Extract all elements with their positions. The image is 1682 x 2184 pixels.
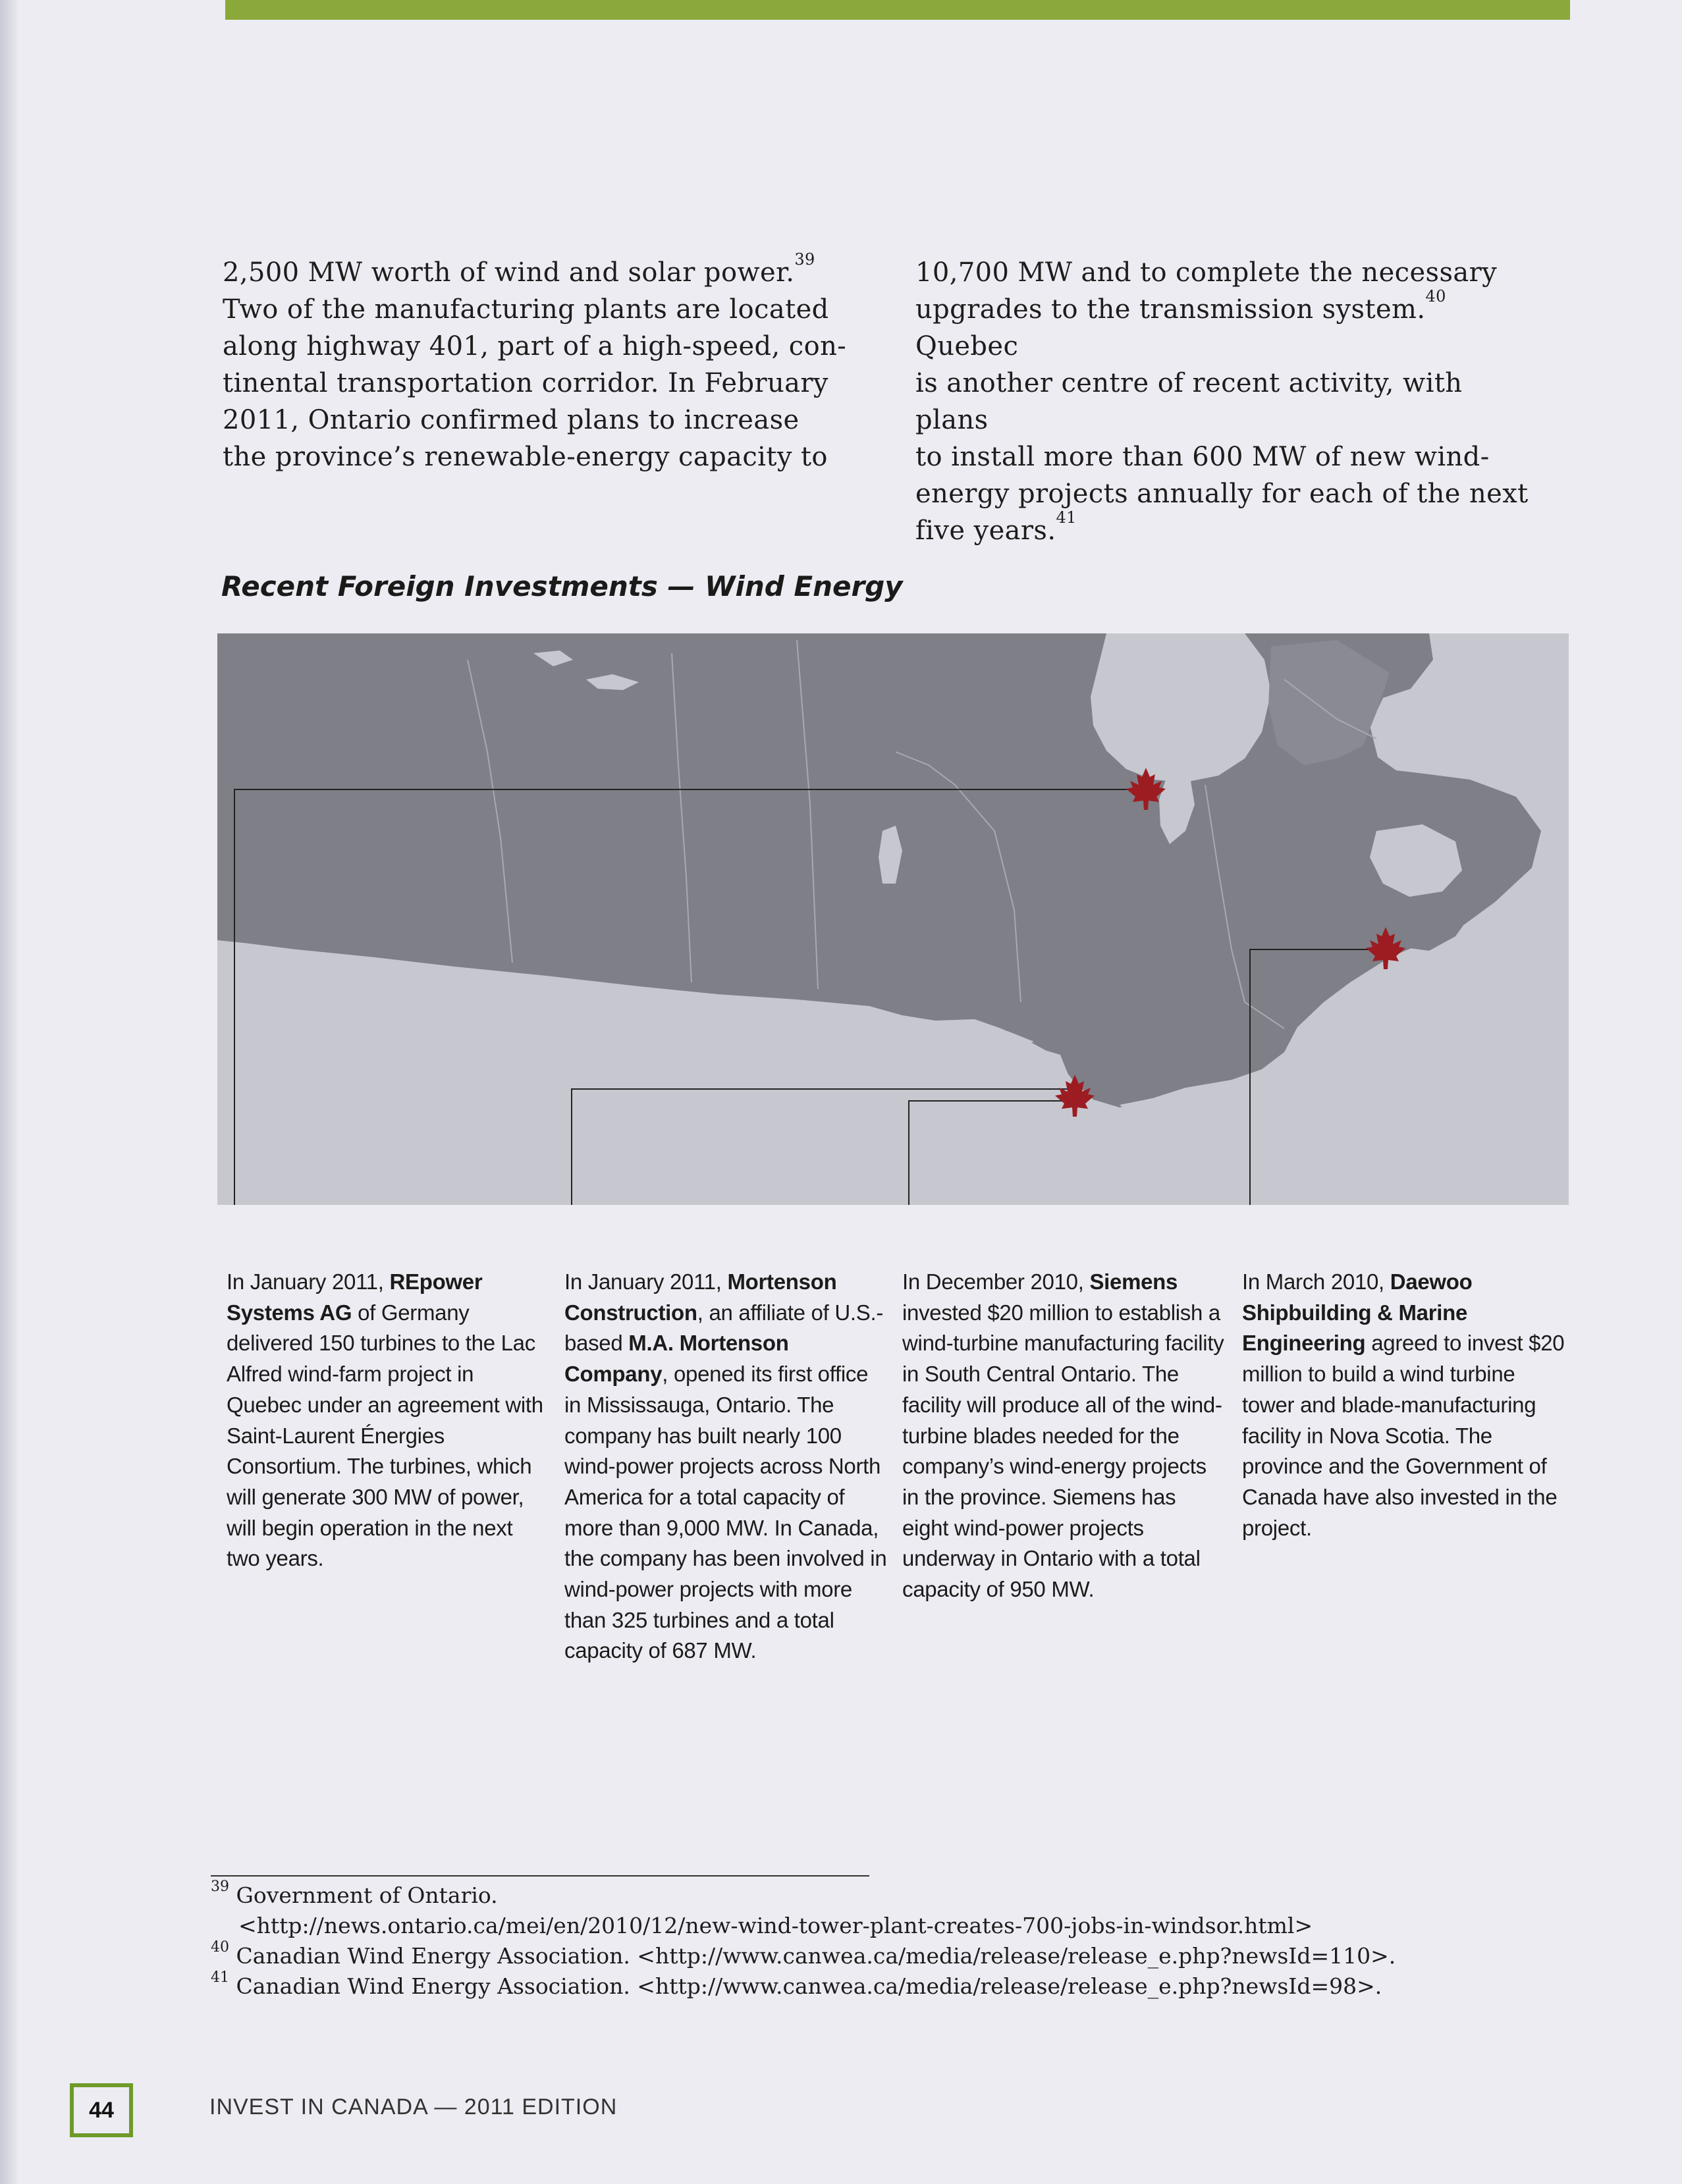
body-line: 2011, Ontario confirmed plans to increase	[223, 405, 800, 435]
company-name: M.A. Mortenson Company	[564, 1331, 789, 1387]
body-line: to install more than 600 MW of new wind-	[915, 442, 1490, 472]
company-name: REpower Systems AG	[227, 1269, 483, 1325]
map-title: Recent Foreign Investments — Wind Energy	[221, 570, 903, 602]
caption-repower: In January 2011, REpower Systems AG of Germany delivered 150 turbines to the Lac Alfred wind-farm project in Quebec under an agreement with Saint-Laurent Énergies Consortium. The turbines, which will generate 300 MW of power, will begin operation in the next two years.	[227, 1269, 543, 1571]
body-column-left	[223, 250, 848, 475]
footnote-ref: 39	[794, 250, 815, 269]
body-line: along highway 401, part of a high-speed, con-	[223, 331, 847, 361]
caption-daewoo: In March 2010, Daewoo Shipbuilding & Marine Engineering agreed to invest $20 million to build a wind turbine tower and blade-manufacturing facility in Nova Scotia. The province and the Government of Canada have also invested in the project.	[1242, 1269, 1565, 1540]
caption-siemens: In December 2010, Siemens invested $20 million to establish a wind-turbine manufacturing facility in South Central Ontario. The facility will produce all of the wind-turbine blades needed for the company’s wind-energy projects in the province. Siemens has eight wind-power projects underway in Ontario with a total capacity of 950 MW.	[902, 1269, 1224, 1602]
footnote-ref: 40	[1425, 287, 1446, 306]
body-line: is another centre of recent activity, with plans	[915, 368, 1463, 435]
body-line: energy projects annually for each of the next	[915, 479, 1529, 509]
body-line: five years.$^{41}$	[915, 508, 1077, 546]
footnote-39: $^{39}$ Government of Ontario.	[211, 1878, 498, 1908]
page-spine-shadow	[0, 0, 20, 2184]
body-line: tinental transportation corridor. In February	[223, 368, 828, 398]
publication-footer: INVEST IN CANADA — 2011 EDITION	[209, 2094, 618, 2119]
company-name: Daewoo Shipbuilding & Marine Engineering	[1242, 1269, 1473, 1356]
caption-mortenson: In January 2011, Mortenson Construction, an affiliate of U.S.-based M.A. Mortenson Company, opened its first office in Mississauga, Ontario. The company has built nearly 100 wind-power projects across North America for a total capacity of more than 9,000 MW. In Canada, the company has been involved in wind-power projects with more than 325 turbines and a total capacity of 687 MW.	[564, 1269, 887, 1663]
top-accent-bar	[225, 0, 1570, 20]
body-line: 10,700 MW and to complete the necessary	[915, 257, 1498, 288]
body-line: upgrades to the transmission system.$^{40}$ Quebec	[915, 287, 1446, 361]
body-line: 2,500 MW worth of wind and solar power.$^{39}$	[223, 250, 815, 288]
company-name: Mortenson Construction	[564, 1269, 837, 1325]
footnote-39-url[interactable]: <http://news.ontario.ca/mei/en/2010/12/new-wind-tower-plant-creates-700-jobs-in-windsor.html>	[238, 1913, 1313, 1938]
body-line: the province’s renewable-energy capacity to	[223, 442, 828, 472]
footnote-ref: 41	[1056, 508, 1077, 527]
body-column-right	[915, 254, 1541, 549]
page-number: 44	[70, 2083, 133, 2137]
body-line: Two of the manufacturing plants are located	[223, 294, 829, 325]
footnote-40[interactable]: $^{40}$ Canadian Wind Energy Association. <http://www.canwea.ca/media/release/release_e.php?newsId=110>.	[211, 1939, 1396, 1969]
company-name: Siemens	[1089, 1269, 1178, 1294]
canada-map	[217, 633, 1569, 1205]
footnote-rule	[211, 1875, 869, 1877]
footnote-41[interactable]: $^{41}$ Canadian Wind Energy Association. <http://www.canwea.ca/media/release/release_e.php?newsId=98>.	[211, 1969, 1382, 1999]
